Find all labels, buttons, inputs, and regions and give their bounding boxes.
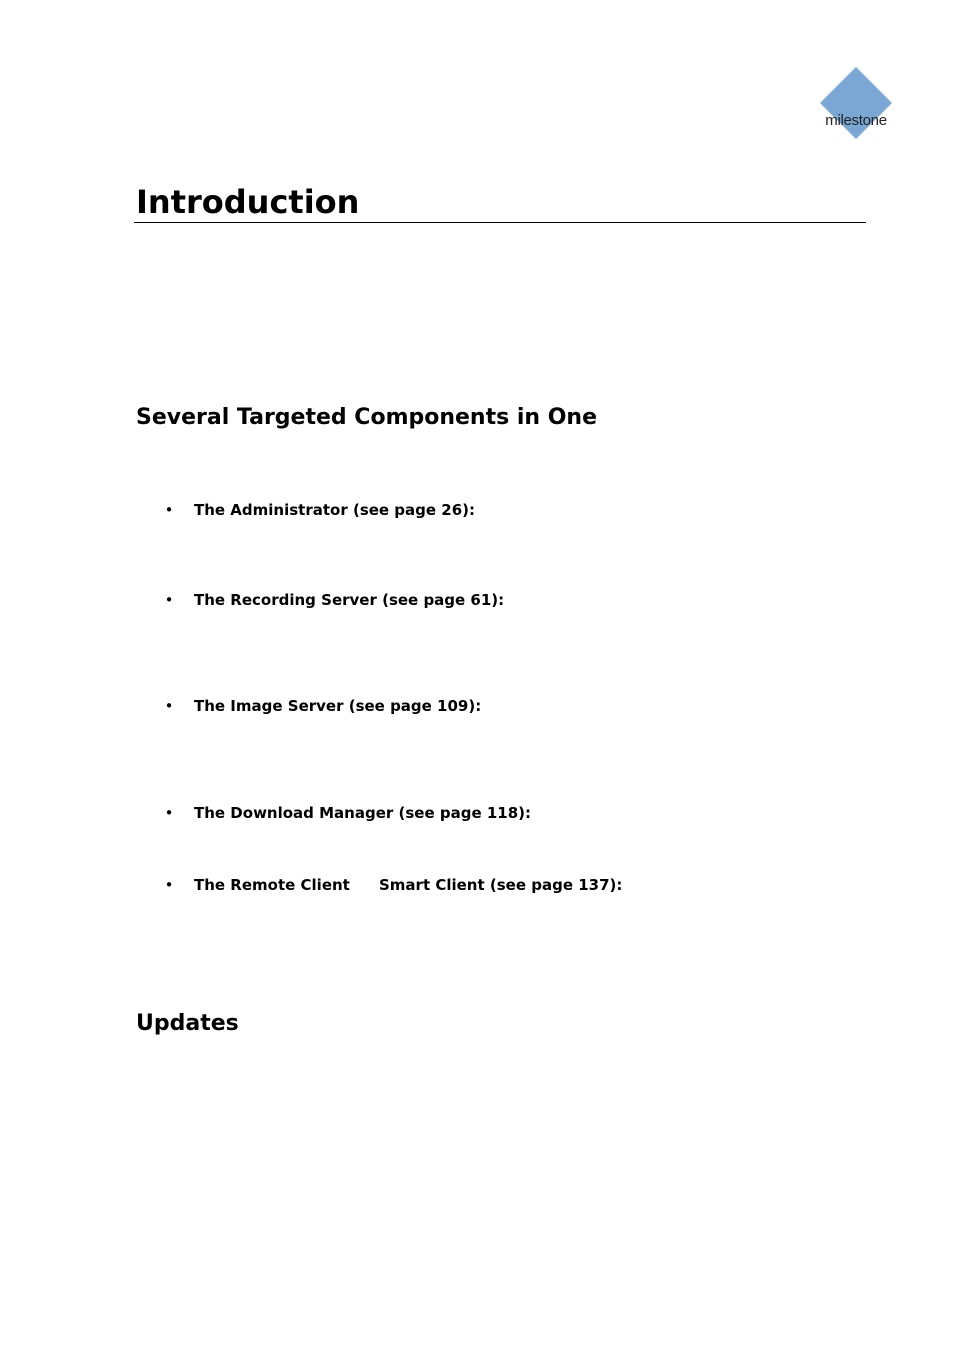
bullet-icon: • [164, 804, 174, 822]
remote-client-label: The Remote Client [194, 876, 350, 894]
diamond-logo-icon [812, 64, 902, 144]
administrator-link[interactable]: The Administrator (see page 26): [194, 501, 476, 519]
download-manager-link[interactable]: The Download Manager (see page 118): [194, 804, 532, 822]
bullet-icon: • [164, 697, 174, 715]
milestone-logo [812, 64, 902, 144]
title-divider [134, 222, 866, 223]
section-heading-updates: Updates [136, 1011, 239, 1036]
section-heading-components: Several Targeted Components in One [136, 405, 598, 430]
recording-server-link[interactable]: The Recording Server (see page 61): [194, 591, 505, 609]
smart-client-link[interactable]: Smart Client (see page 137): [379, 876, 623, 894]
logo-wordmark: milestone [825, 112, 887, 129]
image-server-link[interactable]: The Image Server (see page 109): [194, 697, 482, 715]
bullet-icon: • [164, 876, 174, 894]
bullet-icon: • [164, 501, 174, 519]
bullet-icon: • [164, 591, 174, 609]
page-title: Introduction [136, 183, 360, 221]
